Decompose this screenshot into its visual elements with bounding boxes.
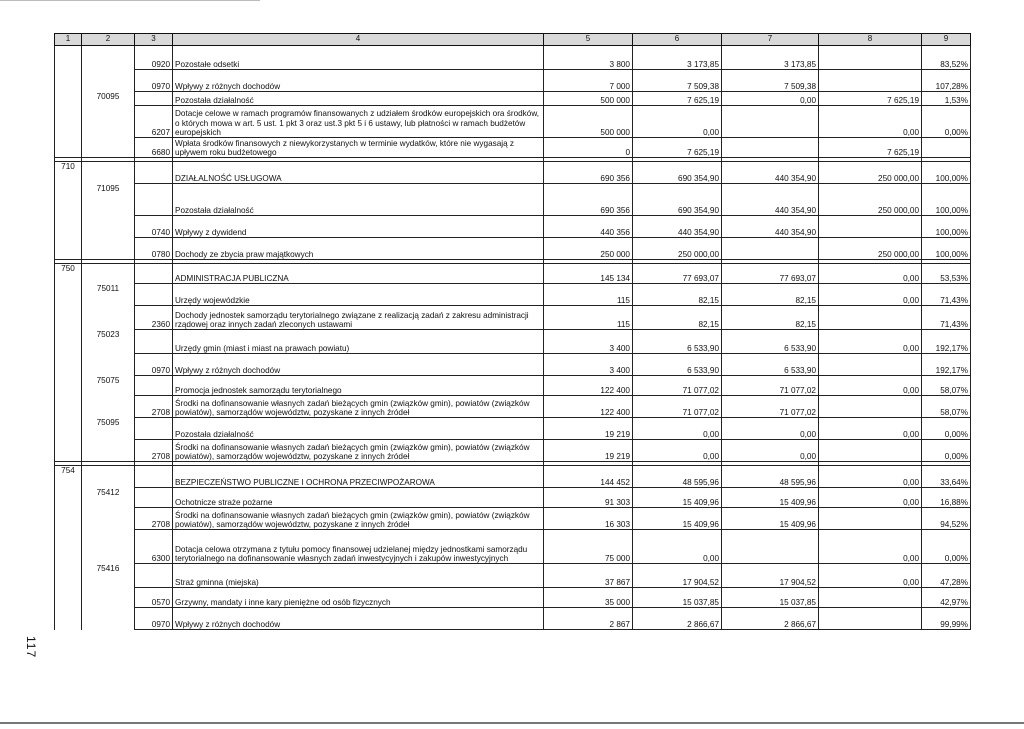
cell-wykonanie-majatkowe: 0,00: [819, 284, 922, 306]
cell-wykonanie-majatkowe: 0,00: [819, 330, 922, 354]
cell-rozdzial: [82, 588, 135, 608]
cell-plan: 690 356: [544, 184, 633, 216]
cell-wykonanie-biezace: 15 409,96: [722, 488, 819, 508]
table-row: [55, 216, 971, 238]
page-number: 117: [24, 636, 38, 659]
cell-paragraf: [135, 376, 173, 396]
cell-opis: Dotacja celowa otrzymana z tytułu pomocy finansowej udzielanej między jednostkami samorządu terytorialnego na dofinansowanie własnych zadań inwestycyjnych i zakupów inwestycyjnych: [173, 530, 544, 564]
cell-wykonanie-biezace: [722, 530, 819, 564]
cell-wykonanie: 0,00: [633, 530, 722, 564]
table-row: [55, 306, 971, 330]
cell-wykonanie: 0,00: [633, 440, 722, 462]
table-row: [55, 106, 971, 138]
cell-wykonanie-biezace: 3 173,85: [722, 46, 819, 70]
cell-plan: 75 000: [544, 530, 633, 564]
cell-dzial: [55, 376, 82, 396]
col-header-1: 1: [55, 34, 82, 46]
cell-dzial: 754: [55, 466, 82, 488]
table-row: [55, 396, 971, 418]
table-row: [55, 588, 971, 608]
cell-wykonanie-biezace: 440 354,90: [722, 162, 819, 184]
cell-opis: Dotacje celowe w ramach programów finansowanych z udziałem środków europejskich ora środków, o których mowa w art. 5 ust. 1 pkt 3 oraz ust.3 pkt 5 i 6 ustawy, lub płatności w ramach budżetów europejskich: [173, 106, 544, 138]
cell-plan: 19 219: [544, 418, 633, 440]
cell-rozdzial: [82, 264, 135, 284]
cell-plan: 16 303: [544, 508, 633, 530]
cell-paragraf: 0780: [135, 238, 173, 260]
cell-wykonanie-majatkowe: 0,00: [819, 466, 922, 488]
cell-dzial: [55, 418, 82, 440]
cell-procent: [922, 138, 971, 158]
cell-wykonanie-majatkowe: 7 625,19: [819, 92, 922, 106]
cell-opis: Wpływy z różnych dochodów: [173, 70, 544, 92]
cell-dzial: [55, 588, 82, 608]
cell-procent: 100,00%: [922, 184, 971, 216]
cell-rozdzial: [82, 440, 135, 462]
table-row: [55, 330, 971, 354]
cell-wykonanie-biezace: 6 533,90: [722, 330, 819, 354]
cell-plan: 91 303: [544, 488, 633, 508]
col-header-7: 7: [722, 34, 819, 46]
cell-procent: 0,00%: [922, 530, 971, 564]
cell-rozdzial: [82, 608, 135, 630]
cell-wykonanie-biezace: 82,15: [722, 284, 819, 306]
cell-dzial: [55, 330, 82, 354]
table-row: [55, 488, 971, 508]
cell-wykonanie-majatkowe: [819, 440, 922, 462]
cell-wykonanie-majatkowe: 7 625,19: [819, 138, 922, 158]
cell-wykonanie: 690 354,90: [633, 184, 722, 216]
cell-opis: Pozostała działalność: [173, 184, 544, 216]
cell-plan: 500 000: [544, 92, 633, 106]
cell-dzial: [55, 508, 82, 530]
col-header-9: 9: [922, 34, 971, 46]
cell-procent: 1,53%: [922, 92, 971, 106]
cell-plan: 3 400: [544, 330, 633, 354]
cell-plan: 122 400: [544, 376, 633, 396]
cell-dzial: [55, 238, 82, 260]
cell-wykonanie-biezace: 77 693,07: [722, 264, 819, 284]
table-row: [55, 530, 971, 564]
table-row: [55, 184, 971, 216]
cell-wykonanie-biezace: 2 866,67: [722, 608, 819, 630]
cell-wykonanie-biezace: 71 077,02: [722, 396, 819, 418]
cell-wykonanie: 7 625,19: [633, 138, 722, 158]
cell-rozdzial: 71095: [82, 184, 135, 216]
cell-paragraf: 2360: [135, 306, 173, 330]
cell-paragraf: 0740: [135, 216, 173, 238]
budget-table: [54, 33, 971, 630]
cell-procent: 100,00%: [922, 216, 971, 238]
cell-wykonanie: 15 409,96: [633, 508, 722, 530]
cell-plan: 690 356: [544, 162, 633, 184]
cell-procent: 0,00%: [922, 106, 971, 138]
cell-dzial: [55, 306, 82, 330]
cell-opis: Dochody ze zbycia praw majątkowych: [173, 238, 544, 260]
cell-wykonanie: 48 595,96: [633, 466, 722, 488]
budget-sheet: [54, 33, 970, 643]
cell-paragraf: 0970: [135, 608, 173, 630]
col-header-3: 3: [135, 34, 173, 46]
cell-wykonanie-majatkowe: 250 000,00: [819, 184, 922, 216]
cell-paragraf: 0970: [135, 354, 173, 376]
cell-wykonanie-majatkowe: 250 000,00: [819, 238, 922, 260]
cell-wykonanie: 6 533,90: [633, 354, 722, 376]
cell-wykonanie-biezace: 0,00: [722, 92, 819, 106]
cell-plan: 500 000: [544, 106, 633, 138]
cell-rozdzial: [82, 138, 135, 158]
cell-opis: Pozostała działalność: [173, 418, 544, 440]
cell-rozdzial: [82, 306, 135, 330]
cell-paragraf: 6300: [135, 530, 173, 564]
cell-rozdzial: [82, 216, 135, 238]
cell-wykonanie: 250 000,00: [633, 238, 722, 260]
table-row: [55, 138, 971, 158]
cell-procent: 16,88%: [922, 488, 971, 508]
col-header-4: 4: [173, 34, 544, 46]
cell-rozdzial: 70095: [82, 92, 135, 106]
table-row: [55, 238, 971, 260]
cell-procent: 83,52%: [922, 46, 971, 70]
cell-wykonanie-biezace: 440 354,90: [722, 216, 819, 238]
cell-dzial: [55, 70, 82, 92]
cell-procent: 71,43%: [922, 284, 971, 306]
cell-rozdzial: [82, 162, 135, 184]
cell-dzial: [55, 92, 82, 106]
cell-wykonanie-majatkowe: [819, 608, 922, 630]
cell-opis: BEZPIECZEŃSTWO PUBLICZNE I OCHRONA PRZECIWPOŻAROWA: [173, 466, 544, 488]
cell-wykonanie-biezace: 82,15: [722, 306, 819, 330]
cell-dzial: [55, 106, 82, 138]
cell-rozdzial: [82, 466, 135, 488]
table-row: [55, 608, 971, 630]
cell-wykonanie: 0,00: [633, 106, 722, 138]
cell-paragraf: 2708: [135, 440, 173, 462]
cell-dzial: [55, 396, 82, 418]
cell-opis: Straż gminna (miejska): [173, 564, 544, 588]
col-header-8: 8: [819, 34, 922, 46]
cell-wykonanie-majatkowe: 0,00: [819, 264, 922, 284]
cell-wykonanie-biezace: 71 077,02: [722, 376, 819, 396]
cell-plan: 35 000: [544, 588, 633, 608]
cell-plan: 145 134: [544, 264, 633, 284]
table-row: [55, 46, 971, 70]
cell-rozdzial: [82, 46, 135, 70]
cell-wykonanie-biezace: 0,00: [722, 440, 819, 462]
cell-opis: Środki na dofinansowanie własnych zadań bieżących gmin (związków gmin), powiatów (związków powiatów), samorządów województw, pozyskane z innych źródeł: [173, 508, 544, 530]
cell-dzial: [55, 440, 82, 462]
cell-paragraf: 6207: [135, 106, 173, 138]
cell-wykonanie-biezace: 15 037,85: [722, 588, 819, 608]
cell-procent: 100,00%: [922, 238, 971, 260]
cell-wykonanie: 71 077,02: [633, 376, 722, 396]
cell-wykonanie-majatkowe: [819, 354, 922, 376]
table-row: [55, 508, 971, 530]
cell-wykonanie: 77 693,07: [633, 264, 722, 284]
cell-rozdzial: [82, 238, 135, 260]
cell-wykonanie-majatkowe: [819, 216, 922, 238]
cell-opis: Promocja jednostek samorządu terytorialnego: [173, 376, 544, 396]
cell-procent: 42,97%: [922, 588, 971, 608]
cell-paragraf: [135, 466, 173, 488]
cell-rozdzial: [82, 530, 135, 564]
cell-dzial: [55, 46, 82, 70]
cell-paragraf: [135, 284, 173, 306]
cell-wykonanie: 3 173,85: [633, 46, 722, 70]
cell-procent: 0,00%: [922, 418, 971, 440]
cell-dzial: [55, 354, 82, 376]
cell-plan: 7 000: [544, 70, 633, 92]
cell-paragraf: [135, 564, 173, 588]
col-header-2: 2: [82, 34, 135, 46]
cell-plan: 115: [544, 284, 633, 306]
cell-wykonanie-majatkowe: 0,00: [819, 106, 922, 138]
table-row: [55, 284, 971, 306]
cell-opis: Wpłata środków finansowych z niewykorzystanych w terminie wydatków, które nie wygasają z upływem roku budżetowego: [173, 138, 544, 158]
cell-plan: 115: [544, 306, 633, 330]
cell-plan: 122 400: [544, 396, 633, 418]
cell-rozdzial: 75023: [82, 330, 135, 354]
cell-wykonanie: 690 354,90: [633, 162, 722, 184]
cell-opis: Wpływy z różnych dochodów: [173, 354, 544, 376]
cell-paragraf: 6680: [135, 138, 173, 158]
table-row: [55, 264, 971, 284]
cell-procent: 53,53%: [922, 264, 971, 284]
cell-procent: 100,00%: [922, 162, 971, 184]
cell-rozdzial: 75075: [82, 376, 135, 396]
cell-paragraf: 0570: [135, 588, 173, 608]
cell-rozdzial: [82, 354, 135, 376]
cell-paragraf: [135, 330, 173, 354]
cell-opis: Dochody jednostek samorządu terytorialnego związane z realizacją zadań z zakresu administracji rządowej oraz innych zadań zleconych ustawami: [173, 306, 544, 330]
cell-dzial: [55, 488, 82, 508]
cell-wykonanie: 15 409,96: [633, 488, 722, 508]
cell-plan: 250 000: [544, 238, 633, 260]
cell-paragraf: [135, 184, 173, 216]
cell-procent: 99,99%: [922, 608, 971, 630]
header-row: [55, 34, 971, 46]
cell-procent: 94,52%: [922, 508, 971, 530]
cell-wykonanie-biezace: 6 533,90: [722, 354, 819, 376]
cell-procent: 71,43%: [922, 306, 971, 330]
cell-opis: Środki na dofinansowanie własnych zadań bieżących gmin (związków gmin), powiatów (związków powiatów), samorządów województw, pozyskane z innych źródeł: [173, 396, 544, 418]
cell-wykonanie: 7 625,19: [633, 92, 722, 106]
cell-procent: 0,00%: [922, 440, 971, 462]
cell-wykonanie: 6 533,90: [633, 330, 722, 354]
cell-wykonanie-biezace: 17 904,52: [722, 564, 819, 588]
cell-dzial: [55, 530, 82, 564]
cell-wykonanie-biezace: [722, 238, 819, 260]
cell-wykonanie-majatkowe: 0,00: [819, 488, 922, 508]
cell-dzial: [55, 564, 82, 588]
cell-wykonanie-biezace: 48 595,96: [722, 466, 819, 488]
cell-wykonanie-biezace: 7 509,38: [722, 70, 819, 92]
cell-dzial: [55, 138, 82, 158]
scan-bottom-edge: [0, 722, 1024, 724]
table-row: [55, 376, 971, 396]
cell-wykonanie: 82,15: [633, 284, 722, 306]
cell-opis: Pozostałe odsetki: [173, 46, 544, 70]
table-row: [55, 418, 971, 440]
cell-wykonanie: 0,00: [633, 418, 722, 440]
cell-wykonanie-majatkowe: 0,00: [819, 564, 922, 588]
table-row: [55, 466, 971, 488]
cell-wykonanie-biezace: 0,00: [722, 418, 819, 440]
cell-paragraf: 2708: [135, 396, 173, 418]
cell-plan: 144 452: [544, 466, 633, 488]
table-row: [55, 92, 971, 106]
table-row: [55, 70, 971, 92]
table-row: [55, 354, 971, 376]
cell-dzial: [55, 608, 82, 630]
cell-paragraf: 0920: [135, 46, 173, 70]
cell-procent: 58,07%: [922, 376, 971, 396]
cell-wykonanie: 82,15: [633, 306, 722, 330]
cell-dzial: 710: [55, 162, 82, 184]
cell-opis: ADMINISTRACJA PUBLICZNA: [173, 264, 544, 284]
cell-plan: 0: [544, 138, 633, 158]
cell-plan: 3 800: [544, 46, 633, 70]
cell-opis: Ochotnicze straże pożarne: [173, 488, 544, 508]
cell-wykonanie-majatkowe: 0,00: [819, 376, 922, 396]
cell-paragraf: [135, 488, 173, 508]
cell-rozdzial: [82, 106, 135, 138]
scan-top-edge: [0, 0, 260, 1]
cell-rozdzial: [82, 70, 135, 92]
cell-opis: Urzędy wojewódzkie: [173, 284, 544, 306]
cell-opis: Środki na dofinansowanie własnych zadań bieżących gmin (związków gmin), powiatów (związków powiatów), samorządów województw, pozyskane z innych źródeł: [173, 440, 544, 462]
table-row: [55, 564, 971, 588]
cell-wykonanie-biezace: [722, 106, 819, 138]
cell-plan: 3 400: [544, 354, 633, 376]
cell-wykonanie-majatkowe: [819, 508, 922, 530]
cell-paragraf: [135, 418, 173, 440]
cell-procent: 107,28%: [922, 70, 971, 92]
table-row: [55, 162, 971, 184]
cell-wykonanie-majatkowe: [819, 306, 922, 330]
cell-wykonanie-biezace: 440 354,90: [722, 184, 819, 216]
cell-opis: Wpływy z dywidend: [173, 216, 544, 238]
cell-wykonanie-majatkowe: [819, 588, 922, 608]
cell-rozdzial: 75412: [82, 488, 135, 508]
cell-wykonanie-majatkowe: 0,00: [819, 418, 922, 440]
cell-wykonanie: 15 037,85: [633, 588, 722, 608]
cell-dzial: [55, 184, 82, 216]
cell-wykonanie: 71 077,02: [633, 396, 722, 418]
cell-rozdzial: 75011: [82, 284, 135, 306]
cell-wykonanie-biezace: [722, 138, 819, 158]
cell-dzial: [55, 284, 82, 306]
cell-opis: DZIAŁALNOŚĆ USŁUGOWA: [173, 162, 544, 184]
cell-plan: 19 219: [544, 440, 633, 462]
cell-procent: 33,64%: [922, 466, 971, 488]
cell-wykonanie-majatkowe: 0,00: [819, 530, 922, 564]
cell-paragraf: 0970: [135, 70, 173, 92]
cell-dzial: [55, 216, 82, 238]
cell-rozdzial: 75416: [82, 564, 135, 588]
cell-plan: 440 356: [544, 216, 633, 238]
cell-opis: Pozostała działalność: [173, 92, 544, 106]
cell-wykonanie: 2 866,67: [633, 608, 722, 630]
cell-wykonanie: 17 904,52: [633, 564, 722, 588]
cell-wykonanie: 440 354,90: [633, 216, 722, 238]
cell-procent: 192,17%: [922, 354, 971, 376]
cell-rozdzial: [82, 396, 135, 418]
cell-paragraf: [135, 162, 173, 184]
cell-wykonanie-majatkowe: [819, 70, 922, 92]
cell-opis: Urzędy gmin (miast i miast na prawach powiatu): [173, 330, 544, 354]
cell-paragraf: [135, 92, 173, 106]
cell-dzial: 750: [55, 264, 82, 284]
cell-procent: 192,17%: [922, 330, 971, 354]
col-header-5: 5: [544, 34, 633, 46]
cell-wykonanie-majatkowe: [819, 46, 922, 70]
cell-plan: 2 867: [544, 608, 633, 630]
table-row: [55, 440, 971, 462]
cell-wykonanie-biezace: 15 409,96: [722, 508, 819, 530]
cell-opis: Wpływy z różnych dochodów: [173, 608, 544, 630]
cell-procent: 47,28%: [922, 564, 971, 588]
cell-plan: 37 867: [544, 564, 633, 588]
cell-procent: 58,07%: [922, 396, 971, 418]
col-header-6: 6: [633, 34, 722, 46]
cell-wykonanie-majatkowe: [819, 396, 922, 418]
cell-paragraf: [135, 264, 173, 284]
cell-wykonanie-majatkowe: 250 000,00: [819, 162, 922, 184]
cell-opis: Grzywny, mandaty i inne kary pieniężne od osób fizycznych: [173, 588, 544, 608]
cell-rozdzial: 75095: [82, 418, 135, 440]
cell-rozdzial: [82, 508, 135, 530]
cell-paragraf: 2708: [135, 508, 173, 530]
cell-wykonanie: 7 509,38: [633, 70, 722, 92]
